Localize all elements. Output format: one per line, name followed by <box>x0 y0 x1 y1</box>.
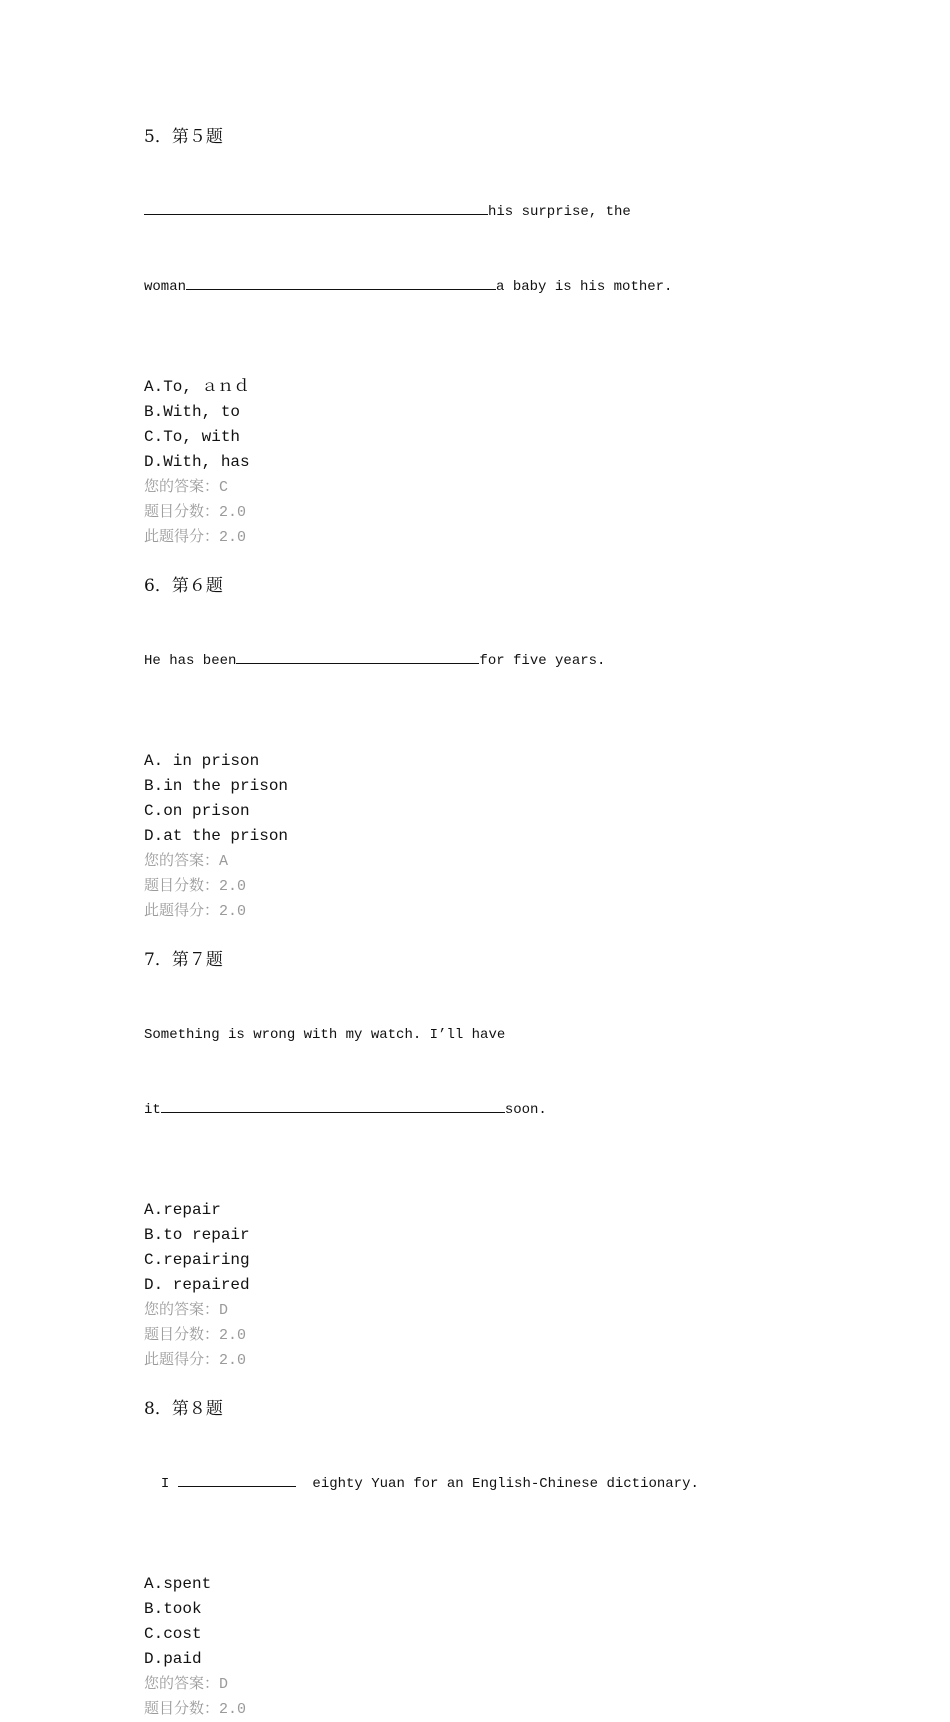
question-6 <box>144 574 824 924</box>
answer-blank <box>161 1098 505 1113</box>
question-score: 题目分数：2.0 <box>144 878 247 895</box>
option-a: A. in prison <box>144 752 260 770</box>
question-stem <box>144 150 824 350</box>
question-title: 7．第７题 <box>144 950 223 970</box>
answer-blank <box>144 200 488 215</box>
option-c: C.repairing <box>144 1251 250 1269</box>
stem-text: a baby is his mother. <box>496 279 673 295</box>
stem-text: He has been <box>144 653 237 669</box>
option-d: D.at the prison <box>144 827 289 845</box>
stem-text: soon. <box>504 1102 547 1118</box>
question-title: 8．第８题 <box>144 1399 223 1419</box>
your-answer: 您的答案：C <box>144 479 229 496</box>
question-title: 6．第６题 <box>144 576 223 596</box>
option-c: C.cost <box>144 1625 202 1643</box>
question-score: 题目分数：2.0 <box>144 504 247 521</box>
question-5 <box>144 125 824 550</box>
stem-text: eighty Yuan for an English-Chinese dictionary. <box>295 1476 699 1492</box>
option-d: D.With, has <box>144 453 250 471</box>
your-answer: 您的答案：D <box>144 1302 229 1319</box>
question-7 <box>144 948 824 1373</box>
stem-text: it <box>144 1102 161 1118</box>
stem-line <box>144 275 824 300</box>
earned-score: 此题得分：2.0 <box>144 1352 247 1369</box>
option-c: C.To, with <box>144 428 241 446</box>
answer-blank <box>186 275 496 290</box>
stem-line <box>144 1472 824 1497</box>
answer-blank <box>178 1472 296 1487</box>
your-answer: 您的答案：D <box>144 1676 229 1693</box>
stem-text: his surprise, the <box>488 204 631 220</box>
question-score: 题目分数：2.0 <box>144 1701 247 1718</box>
option-d: D. repaired <box>144 1276 250 1294</box>
stem-text: for five years. <box>479 653 606 669</box>
question-8 <box>144 1397 824 1722</box>
option-a: A.repair <box>144 1201 221 1219</box>
option-d: D.paid <box>144 1650 202 1668</box>
option-a: A.spent <box>144 1575 212 1593</box>
option-a: A.To, ａｎｄ <box>144 378 250 396</box>
option-b: B.in the prison <box>144 777 289 795</box>
option-b: B.to repair <box>144 1226 250 1244</box>
quiz-page <box>144 125 824 1722</box>
question-stem <box>144 973 824 1173</box>
question-score: 题目分数：2.0 <box>144 1327 247 1344</box>
question-stem <box>144 599 824 724</box>
option-b: B.took <box>144 1600 202 1618</box>
option-b: B.With, to <box>144 403 241 421</box>
stem-text: I <box>144 1476 178 1492</box>
answer-blank <box>236 649 479 664</box>
earned-score: 此题得分：2.0 <box>144 903 247 920</box>
stem-line <box>144 649 824 674</box>
stem-line: Something is wrong with my watch. I’ll have <box>144 1027 506 1043</box>
option-c: C.on prison <box>144 802 250 820</box>
your-answer: 您的答案：A <box>144 853 229 870</box>
earned-score: 此题得分：2.0 <box>144 529 247 546</box>
question-stem <box>144 1422 824 1547</box>
stem-line <box>144 1098 824 1123</box>
stem-line <box>144 200 824 225</box>
question-title: 5．第５题 <box>144 127 223 147</box>
stem-text: woman <box>144 279 187 295</box>
